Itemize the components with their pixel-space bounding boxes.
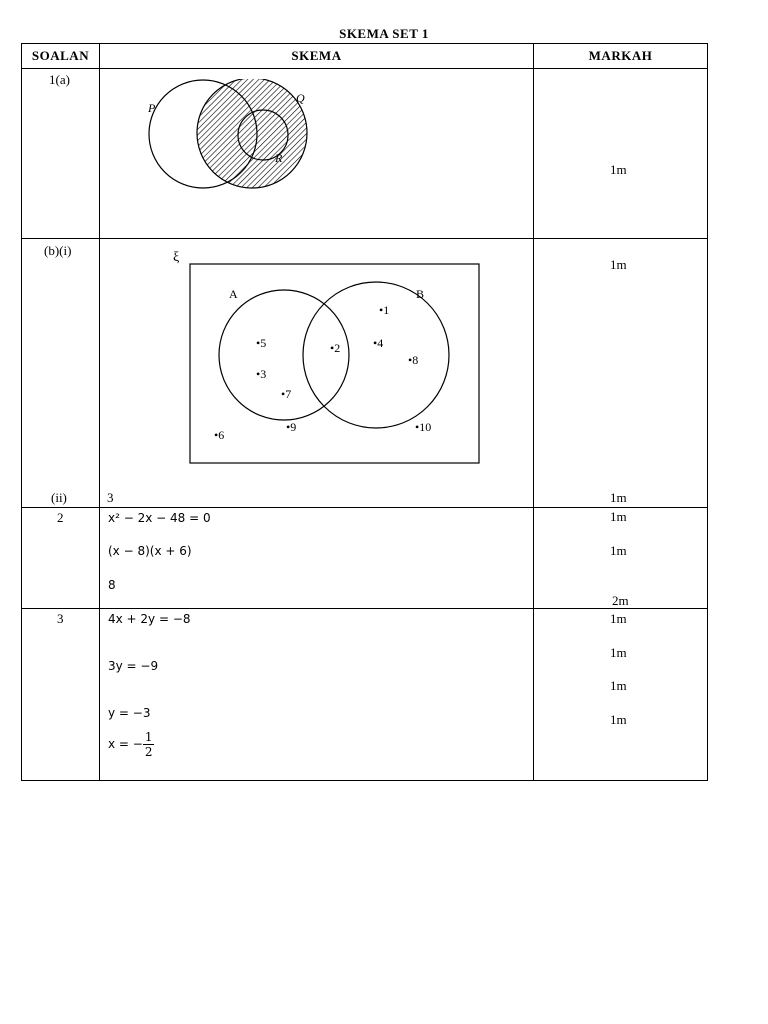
row-3	[22, 609, 708, 781]
venn-pqr-cell	[100, 69, 533, 238]
q3-step-3: y = −3	[108, 706, 151, 720]
mark-2-a: 1m	[610, 509, 627, 524]
element-2: •2	[330, 341, 341, 355]
q2-step-answer: 8	[108, 578, 116, 592]
mark-1a: 1m	[610, 162, 627, 177]
row-1a	[22, 69, 708, 239]
document-title: SKEMA SET 1	[339, 26, 429, 41]
element-5: •5	[256, 336, 267, 350]
set-q-label: Q	[296, 91, 305, 105]
mark-3-a: 1m	[610, 611, 627, 626]
element-7: •7	[281, 387, 292, 401]
mark-2-c: 2m	[612, 593, 629, 608]
universal-set-symbol: ξ	[173, 250, 180, 265]
element-1: •1	[379, 303, 390, 317]
element-10: •10	[415, 420, 432, 434]
mark-3-b: 1m	[610, 645, 627, 660]
q3-step-1: 4x + 2y = −8	[108, 612, 191, 626]
set-b-label: B	[416, 287, 425, 301]
header-markah: MARKAH	[534, 44, 708, 69]
answer-scheme-table	[21, 43, 708, 781]
q2-step-factorise: (x − 8)(x + 6)	[108, 544, 192, 558]
row-2	[22, 508, 708, 609]
q3-step-2: 3y = −9	[108, 659, 159, 673]
element-9: •9	[286, 420, 297, 434]
element-6: •6	[214, 428, 225, 442]
mark-3-d: 1m	[610, 712, 627, 727]
header-skema: SKEMA	[100, 44, 534, 69]
question-label-1a: 1(a)	[49, 72, 70, 87]
set-r-label: R	[275, 151, 283, 165]
set-q-circle	[197, 79, 307, 188]
header-row	[22, 44, 708, 69]
question-label-3: 3	[57, 611, 64, 626]
question-label-2: 2	[57, 510, 64, 525]
element-3: •3	[256, 367, 267, 381]
venn-ab-cell	[100, 239, 533, 507]
mark-1b-ii: 1m	[610, 490, 627, 505]
question-label-1b-ii: (ii)	[51, 490, 67, 505]
element-4: •4	[373, 336, 384, 350]
mark-3-c: 1m	[610, 678, 627, 693]
mark-2-b: 1m	[610, 543, 627, 558]
row-1b	[22, 239, 708, 508]
set-a-label: A	[229, 287, 238, 301]
venn-diagram-ab	[170, 247, 490, 467]
header-soalan: SOALAN	[22, 44, 100, 69]
fraction-numerator: 1	[144, 730, 153, 744]
question-label-1b-i: (b)(i)	[44, 243, 72, 258]
q3-step-4-prefix: x = −	[108, 737, 143, 751]
mark-1b-i: 1m	[610, 257, 627, 272]
q2-step-equation: x² − 2x − 48 = 0	[108, 511, 211, 525]
fraction-one-half	[143, 730, 155, 759]
element-8: •8	[408, 353, 419, 367]
fraction-denominator: 2	[144, 745, 153, 759]
answer-1b-ii: 3	[107, 490, 114, 505]
venn-diagram-pqr	[140, 79, 320, 191]
set-p-label: P	[148, 101, 156, 115]
q3-step-4	[108, 730, 154, 759]
